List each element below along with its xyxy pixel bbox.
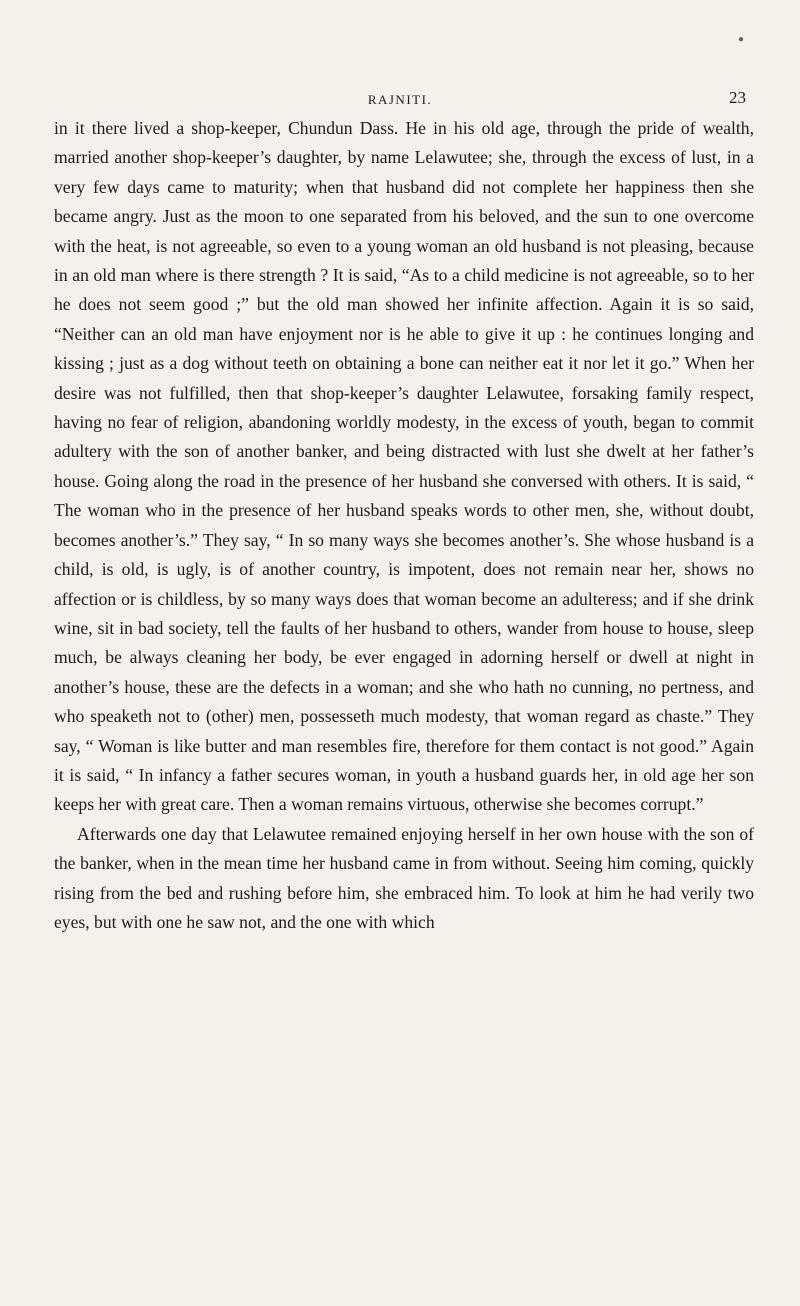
ink-mark-icon: ● <box>737 34 744 45</box>
running-head: RAJNITI. <box>367 92 433 107</box>
page-number: 23 <box>729 88 746 107</box>
page-header <box>0 88 800 112</box>
paragraph-1: in it there lived a shop-keeper, Chundun Dass. He in his old age, through the pride of wealth, married another shop-keeper’s daughter, by name Lelawutee; she, through the excess of lust, in a very few days came to maturity; when that husband did not complete her happiness then she became angry. Just as the moon to one separated from his beloved, and the sun to one overcome with the heat, is not agreeable, so even to a young woman an old husband is not pleasing, because in an old man where is there strength ? It is said, “As to a child medicine is not agreeable, so to her he does not seem good ;” but the old man showed her infinite affection. Again it is so said, “Neither can an old man have enjoyment nor is he able to give it up : he continues longing and kissing ; just as a dog without teeth on obtaining a bone can neither eat it nor let it go.” When her desire was not fulfilled, then that shop-keeper’s daughter Lelawutee, forsaking family respect, having no fear of religion, abandoning worldly modesty, in the excess of youth, began to commit adultery with the son of another banker, and being distracted with lust she dwelt at her father’s house. Going along the road in the presence of her husband she conversed with others. It is said, “ The woman who in the presence of her husband speaks words to other men, she, without doubt, becomes another’s.” They say, “ In so many ways she becomes another’s. She whose husband is a child, is old, is ugly, is of another country, is impotent, does not remain near her, shows no affection or is childless, by so many ways does that woman become an adulteress; and if she drink wine, sit in bad society, tell the faults of her husband to others, wander from house to house, sleep much, be always cleaning her body, be ever engaged in adorning herself or dwell at night in another’s house, these are the defects in a woman; and she who hath no cunning, no pertness, and who speaketh not to (other) men, possesseth much modesty, that woman regard as chaste.” They say, “ Woman is like butter and man resembles fire, therefore for them contact is not good.” Again it is said, “ In infancy a father secures woman, in youth a husband guards her, in old age her son keeps her with great care. Then a woman remains virtuous, otherwise she becomes corrupt.” <box>54 118 754 815</box>
paragraph-2: Afterwards one day that Lelawutee remained enjoying herself in her own house with the son of the banker, when in the mean time her husband came in from without. Seeing him coming, quickly rising from the bed and rushing before him, she embraced him. To look at him he had verily two eyes, but with one he saw not, and the one with which <box>54 823 754 932</box>
body-text <box>54 114 754 937</box>
